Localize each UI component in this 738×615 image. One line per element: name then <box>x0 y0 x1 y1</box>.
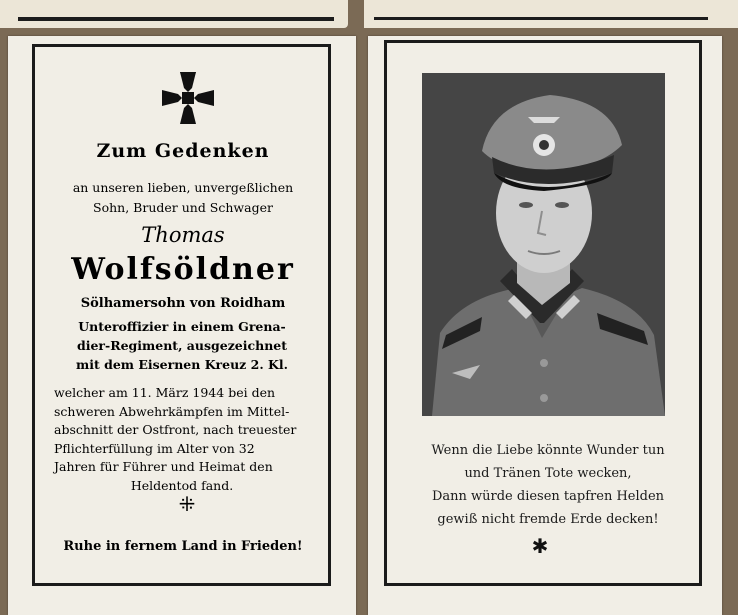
text-line: abschnitt der Ostfront, nach treuester <box>54 422 297 437</box>
dedication-text <box>38 178 328 218</box>
death-notice-text <box>54 384 310 495</box>
background-card-right <box>364 0 738 28</box>
memorial-card-text-side <box>8 36 356 615</box>
heading: Zum Gedenken <box>96 140 270 162</box>
text-line: an unseren lieben, unvergeßlichen <box>72 180 294 195</box>
flourish-icon: ⁜ <box>178 492 196 516</box>
surname: Wolfsöldner <box>71 252 295 287</box>
text-line: Sohn, Bruder und Schwager <box>93 200 273 215</box>
closing-text: Ruhe in fernem Land in Frieden! <box>63 539 303 554</box>
memorial-card-photo-side <box>368 36 722 615</box>
first-name: Thomas <box>141 223 225 247</box>
mourning-border <box>18 17 334 21</box>
origin-text: Sölhamersohn von Roidham <box>80 296 286 311</box>
poem-line: Dann würde diesen tapfren Helden <box>431 489 665 504</box>
portrait-illustration <box>422 73 665 416</box>
soldier-portrait-photo <box>422 73 665 416</box>
text-line: Pflichterfüllung im Alter von 32 <box>54 440 255 456</box>
text-line: welcher am 11. März 1944 bei den <box>54 385 276 400</box>
text-line: Heldentod fand. <box>130 477 234 493</box>
rank-text <box>56 317 308 374</box>
poem-line: und Tränen Tote wecken, <box>464 466 632 481</box>
text-line: dier-Regiment, ausgezeichnet <box>76 338 288 353</box>
star-ornament-icon: ✱ <box>531 534 549 558</box>
poem-line: gewiß nicht fremde Erde decken! <box>437 512 659 527</box>
text-line: schweren Abwehrkämpfen im Mittel- <box>54 403 290 419</box>
text-line: Jahren für Führer und Heimat den <box>54 459 273 474</box>
poem-line: Wenn die Liebe könnte Wunder tun <box>431 443 665 458</box>
background-card-left <box>0 0 348 28</box>
memorial-poem <box>408 439 688 531</box>
text-line: mit dem Eisernen Kreuz 2. Kl. <box>75 357 288 372</box>
mourning-border <box>374 17 708 20</box>
iron-cross-icon <box>160 70 216 126</box>
text-line: Unteroffizier in einem Grena- <box>78 319 286 334</box>
